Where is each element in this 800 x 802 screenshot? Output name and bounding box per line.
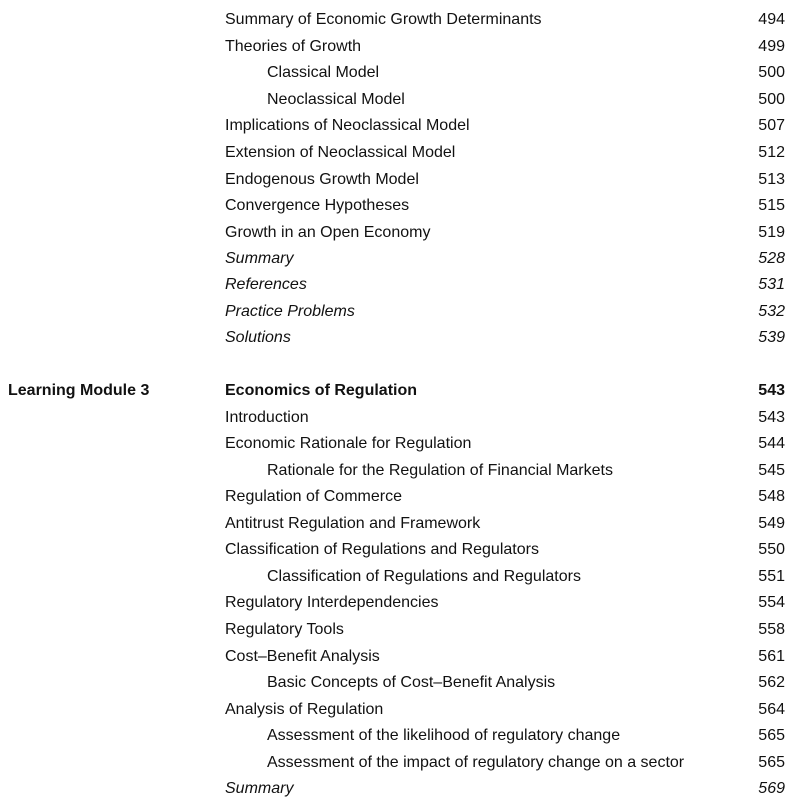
- toc-entry-page: 565: [758, 727, 785, 744]
- toc-entry-page: 513: [758, 171, 785, 188]
- toc-entry-summary[interactable]: [0, 246, 800, 272]
- toc-entry-page: 561: [758, 648, 785, 665]
- toc-entry-title: Regulation of Commerce: [225, 488, 402, 505]
- toc-entry[interactable]: [0, 537, 800, 563]
- toc-entry-page: 539: [758, 329, 785, 346]
- toc-entry-page: 545: [758, 462, 785, 479]
- toc-subentry[interactable]: [0, 87, 800, 113]
- toc-entry-page: 550: [758, 541, 785, 558]
- toc-entry-title: Convergence Hypotheses: [225, 197, 410, 214]
- toc-subentry[interactable]: [0, 750, 800, 776]
- toc-entry-page: 558: [758, 621, 785, 638]
- toc-entry[interactable]: [0, 617, 800, 643]
- toc-entry-page: 532: [758, 303, 785, 320]
- toc-entry-page: 543: [758, 409, 785, 426]
- toc-entry-title: Classical Model: [267, 64, 380, 81]
- toc-entry[interactable]: [0, 405, 800, 431]
- toc-entry-title: Assessment of the likelihood of regulatory change: [267, 727, 621, 744]
- toc-entry-title: Introduction: [225, 409, 309, 426]
- toc-entry-title: Classification of Regulations and Regulators: [225, 541, 539, 558]
- toc-entry-page: 554: [758, 594, 785, 611]
- toc-subentry[interactable]: [0, 458, 800, 484]
- toc-entry-page: 500: [758, 91, 785, 108]
- toc-entry-page: 499: [758, 38, 785, 55]
- toc-entry-title: Antitrust Regulation and Framework: [225, 515, 481, 532]
- toc-entry-page: 544: [758, 435, 785, 452]
- toc-entry-title: Analysis of Regulation: [225, 701, 384, 718]
- toc-entry-title: Summary: [225, 250, 294, 267]
- toc-entry-page: 565: [758, 754, 785, 771]
- toc-entry-title: References: [225, 276, 307, 293]
- toc-entry-page: 515: [758, 197, 785, 214]
- toc-entry[interactable]: [0, 193, 800, 219]
- toc-entry-practice-problems[interactable]: [0, 299, 800, 325]
- toc-entry[interactable]: [0, 140, 800, 166]
- module-header-row[interactable]: [0, 378, 800, 404]
- module-label: Learning Module 3: [8, 382, 150, 399]
- toc-entry-title: Assessment of the impact of regulatory change on a sector: [267, 754, 685, 771]
- toc-entry-title: Rationale for the Regulation of Financial Markets: [267, 462, 613, 479]
- toc-entry-title: Extension of Neoclassical Model: [225, 144, 456, 161]
- toc-entry-page: 512: [758, 144, 785, 161]
- toc-entry-references[interactable]: [0, 272, 800, 298]
- toc-entry-title: Growth in an Open Economy: [225, 224, 431, 241]
- toc-entry-title: Neoclassical Model: [267, 91, 405, 108]
- toc-subentry[interactable]: [0, 670, 800, 696]
- toc-entry-title: Regulatory Tools: [225, 621, 344, 638]
- toc-entry-page: 569: [758, 780, 785, 797]
- toc-entry-title: Practice Problems: [225, 303, 355, 320]
- toc-entry-title: Solutions: [225, 329, 291, 346]
- toc-entry-title: Basic Concepts of Cost–Benefit Analysis: [267, 674, 556, 691]
- toc-entry-page: 500: [758, 64, 785, 81]
- toc-entry-page: 551: [758, 568, 785, 585]
- toc-entry-summary[interactable]: [0, 776, 800, 802]
- toc-entry-page: 528: [758, 250, 785, 267]
- toc-entry[interactable]: [0, 113, 800, 139]
- toc-entry-title: Classification of Regulations and Regulators: [267, 568, 581, 585]
- toc-entry-page: 519: [758, 224, 785, 241]
- toc-subentry[interactable]: [0, 723, 800, 749]
- toc-entry-title: Summary: [225, 780, 294, 797]
- module-title: Economics of Regulation: [225, 382, 418, 399]
- toc-entry-page: 549: [758, 515, 785, 532]
- toc-entry-page: 548: [758, 488, 785, 505]
- toc-entry[interactable]: [0, 220, 800, 246]
- toc-entry-title: Cost–Benefit Analysis: [225, 648, 380, 665]
- toc-entry[interactable]: [0, 590, 800, 616]
- toc-entry-page: 531: [758, 276, 785, 293]
- toc-entry-page: 564: [758, 701, 785, 718]
- toc-entry-title: Economic Rationale for Regulation: [225, 435, 472, 452]
- toc-entry-title: Theories of Growth: [225, 38, 362, 55]
- toc-subentry[interactable]: [0, 564, 800, 590]
- toc-entry[interactable]: [0, 431, 800, 457]
- toc-entry[interactable]: [0, 484, 800, 510]
- toc-entry-page: 507: [758, 117, 785, 134]
- toc-entry-page: 562: [758, 674, 785, 691]
- toc-entry-page: 494: [758, 11, 785, 28]
- toc-entry[interactable]: [0, 697, 800, 723]
- toc-entry[interactable]: [0, 511, 800, 537]
- toc-entry-title: Implications of Neoclassical Model: [225, 117, 470, 134]
- toc-entry[interactable]: [0, 7, 800, 33]
- toc-entry[interactable]: [0, 34, 800, 60]
- toc-entry[interactable]: [0, 644, 800, 670]
- toc-entry[interactable]: [0, 167, 800, 193]
- toc-entry-title: Regulatory Interdependencies: [225, 594, 439, 611]
- toc-entry-title: Endogenous Growth Model: [225, 171, 419, 188]
- toc-subentry[interactable]: [0, 60, 800, 86]
- toc-entry-solutions[interactable]: [0, 325, 800, 351]
- toc-entry-title: Summary of Economic Growth Determinants: [225, 11, 542, 28]
- module-page: 543: [758, 382, 785, 399]
